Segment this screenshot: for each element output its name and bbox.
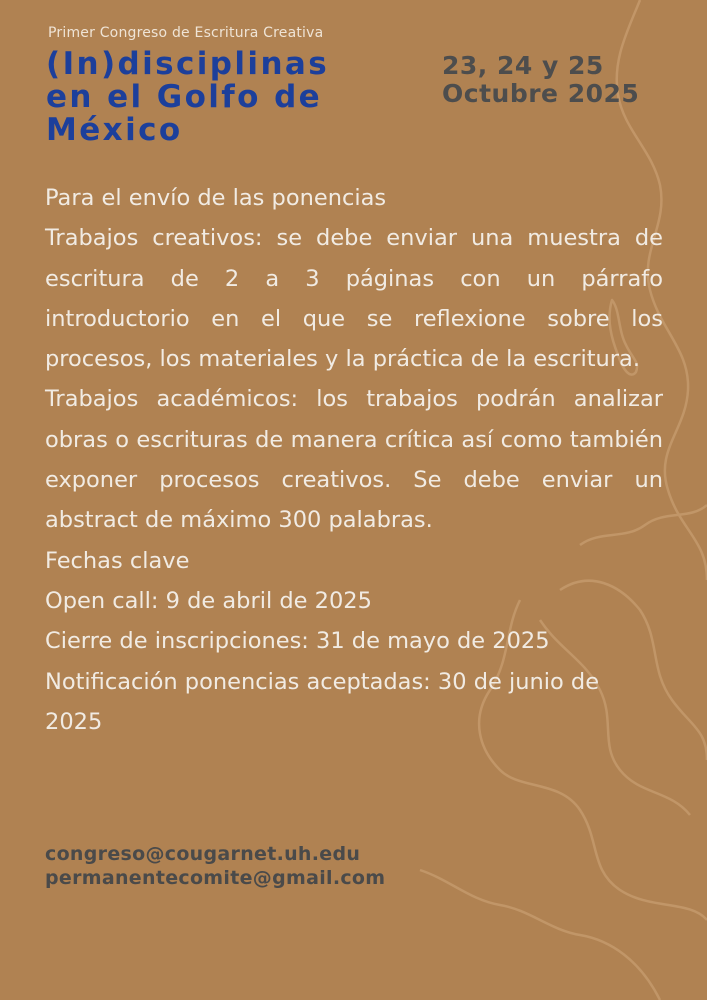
notification-date: Notificación ponencias aceptadas: 30 de junio de 2025 (45, 668, 600, 735)
date-month-year: Octubre 2025 (442, 79, 640, 108)
email-comite[interactable]: permanentecomite@gmail.com (45, 867, 386, 889)
open-call-date: Open call: 9 de abril de 2025 (45, 587, 372, 614)
academic-works-paragraph: Trabajos académicos: los trabajos podrán analizar obras o escrituras de manera crítica así como también exponer procesos creativos. Se debe enviar un abstract de máximo 300 palabras. (45, 386, 663, 534)
congress-dates (442, 52, 692, 108)
congress-title (46, 48, 406, 147)
title-line: (In)disciplinas (46, 46, 330, 82)
registration-close-date: Cierre de inscripciones: 31 de mayo de 2025 (45, 628, 550, 655)
call-body (45, 178, 663, 742)
title-line: México (46, 112, 183, 148)
submission-heading: Para el envío de las ponencias (45, 185, 387, 211)
congress-kicker: Primer Congreso de Escritura Creativa (48, 25, 324, 41)
title-line: en el Golfo de (46, 79, 323, 115)
contact-emails (45, 842, 385, 890)
key-dates-heading: Fechas clave (45, 547, 190, 574)
lower-coast (420, 870, 660, 1000)
date-days: 23, 24 y 25 (442, 51, 604, 80)
email-congreso[interactable]: congreso@cougarnet.uh.edu (45, 843, 361, 865)
creative-works-paragraph: Trabajos creativos: se debe enviar una muestra de escritura de 2 a 3 páginas con un párrafo introductorio en el que se reflexione sobre los procesos, los materiales y la práctica de la escritura. (45, 225, 663, 373)
